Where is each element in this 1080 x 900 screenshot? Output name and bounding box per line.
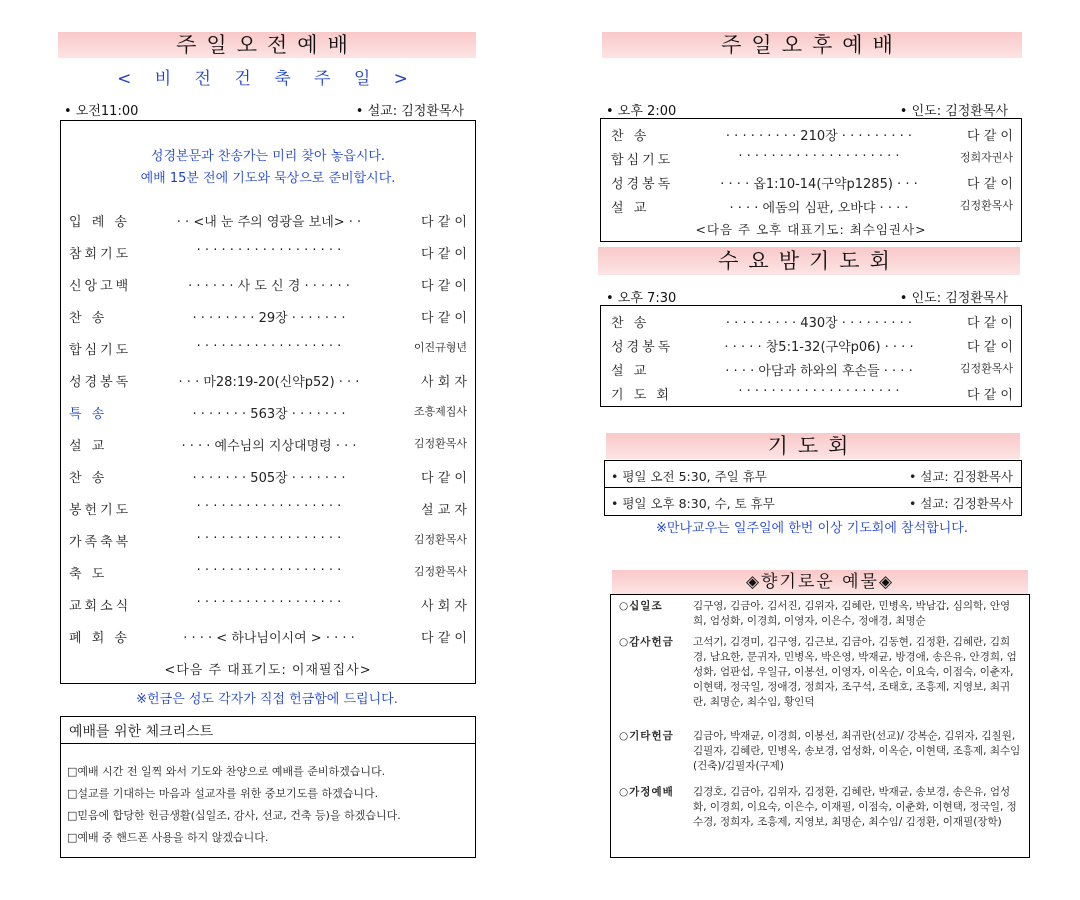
wednesday-time: • 오후 7:30	[606, 291, 677, 306]
row-leader: 김정환목사	[413, 565, 467, 578]
prayer-meeting-box	[604, 460, 1022, 516]
row-content: · · · · · 창5:1-32(구약p06) · · · ·	[724, 340, 914, 355]
row-label: 합심기도	[611, 153, 674, 168]
row-label: 가족축복	[69, 535, 132, 550]
row-leader: 다 같 이	[421, 279, 467, 294]
prayer-notice: ※만나교우는 일주일에 한번 이상 기도회에 참석합니다.	[656, 521, 968, 536]
row-content: · · · · · · · · · · · · · · · · · ·	[196, 243, 342, 258]
row-leader: 정희자권사	[959, 151, 1013, 164]
row-label: 입 례 송	[69, 215, 130, 230]
wednesday-info	[606, 287, 1008, 305]
order-row	[61, 275, 475, 295]
checklist-item: □설교를 기대하는 마음과 설교자를 위한 중보기도를 하겠습니다.	[67, 787, 379, 800]
order-row-special	[61, 403, 475, 423]
row-label: 찬 송	[611, 316, 650, 331]
row-label: 설 교	[611, 201, 650, 216]
row-leader: 다 같 이	[967, 177, 1013, 192]
afternoon-next-leader: <다음 주 오후 대표기도: 최수임권사>	[695, 222, 927, 237]
order-row	[61, 595, 475, 615]
row-leader: 김정환목사	[413, 533, 467, 546]
row-leader: 다 같 이	[421, 631, 467, 646]
row-label: 참회기도	[69, 247, 132, 262]
row-content: · · · · · · · · · · · · · · · · · ·	[196, 563, 342, 578]
row-leader: 설 교 자	[421, 503, 467, 518]
row-leader: 사 회 자	[421, 375, 467, 390]
row-label: 합심기도	[69, 343, 132, 358]
row-content: · · <내 눈 주의 영광을 보네> · ·	[176, 215, 362, 230]
row-leader: 다 같 이	[967, 388, 1013, 403]
offering-category: ○가정예배	[619, 786, 674, 798]
order-row	[601, 173, 1021, 191]
offering-category: ○감사헌금	[619, 636, 674, 648]
morning-time: • 오전11:00	[64, 104, 139, 119]
row-label: 신앙고백	[69, 279, 132, 294]
order-row	[61, 307, 475, 327]
offerings-box	[610, 594, 1030, 858]
row-label: 성경봉독	[611, 177, 674, 192]
row-leader: 김정환목사	[959, 362, 1013, 375]
row-leader: 다 같 이	[967, 129, 1013, 144]
wednesday-service-title: 수요밤기도회	[598, 247, 1020, 275]
afternoon-service-title: 주일오후예배	[602, 32, 1022, 58]
row-content: · · · · 옵1:10-14(구약p1285) · · ·	[720, 177, 918, 192]
checklist-box	[60, 716, 476, 858]
order-row	[61, 531, 475, 551]
offering-names: 김구영, 김금아, 김서진, 김위자, 김혜란, 민병옥, 박남갑, 심의학, 안영희, 엄성화, 이경희, 이영자, 이은수, 정애경, 최명순	[693, 600, 1011, 627]
row-content: · · · · 아담과 하와의 후손들 · · · ·	[725, 364, 913, 379]
offering-names: 김경호, 김금아, 김위자, 김정환, 김혜란, 박재균, 송보경, 송은유, 엄성화, 이경희, 이요숙, 이은수, 이재필, 이점숙, 이춘화, 이현택, 정국일, 정수경, 정희자, 조흥제, 지영보, 최명순, 최수임/ 김정환, 이재필(장학)	[693, 786, 1017, 828]
row-leader: 사 회 자	[421, 599, 467, 614]
order-row	[61, 371, 475, 391]
order-row	[61, 563, 475, 583]
morning-service-title: 주일오전예배	[58, 32, 476, 58]
order-row	[601, 360, 1021, 378]
wednesday-order-box	[600, 305, 1022, 407]
row-label: 찬 송	[69, 311, 108, 326]
row-label: 교회소식	[69, 599, 132, 614]
row-label: 특 송	[69, 407, 108, 422]
order-row	[601, 312, 1021, 330]
order-row	[61, 243, 475, 263]
row-label: 봉헌기도	[69, 503, 132, 518]
wednesday-leader: • 인도: 김정환목사	[899, 291, 1008, 306]
order-row	[601, 384, 1021, 402]
checklist-item: □예배 시간 전 일찍 와서 기도와 찬양으로 예배를 준비하겠습니다.	[67, 765, 386, 778]
row-content: · · · · · · · · · 210장 · · · · · · · · ·	[725, 129, 913, 144]
checklist-divider	[61, 743, 475, 744]
row-leader: 김정환목사	[959, 199, 1013, 212]
row-content: · · · 마28:19-20(신약p52) · · ·	[178, 375, 360, 390]
order-row	[601, 125, 1021, 143]
offering-notice: ※헌금은 성도 각자가 직접 헌금함에 드립니다.	[136, 692, 398, 707]
order-row	[61, 627, 475, 647]
row-leader: 다 같 이	[421, 311, 467, 326]
afternoon-time: • 오후 2:00	[606, 104, 677, 119]
order-row	[601, 336, 1021, 354]
row-label: 성경봉독	[611, 340, 674, 355]
row-content: · · · · · · · 563장 · · · · · · ·	[192, 407, 346, 422]
order-row	[61, 435, 475, 455]
row-label: 찬 송	[611, 129, 650, 144]
row-leader: 다 같 이	[967, 316, 1013, 331]
offering-category: ○기타헌금	[619, 730, 674, 742]
row-label: 설 교	[69, 439, 108, 454]
offerings-title: ◈향기로운 예물◈	[612, 570, 1028, 594]
order-row	[61, 499, 475, 519]
row-content: · · · · < 하나님이시여 > · · · ·	[183, 631, 355, 646]
row-content: · · · · 에돔의 심판, 오바댜 · · · ·	[729, 201, 909, 216]
morning-order-box	[60, 120, 476, 684]
afternoon-info	[606, 100, 1008, 118]
order-row	[61, 467, 475, 487]
order-row	[61, 339, 475, 359]
morning-preacher: • 설교: 김정환목사	[355, 104, 464, 119]
row-label: 폐 회 송	[69, 631, 130, 646]
row-content: · · · · 예수님의 지상대명령 · · ·	[181, 439, 357, 454]
offering-category: ○십일조	[619, 600, 663, 612]
prayer-meeting-title: 기도회	[606, 433, 1020, 459]
order-row	[601, 197, 1021, 215]
next-week-leader: <다음 주 대표기도: 이재필집사>	[164, 663, 372, 678]
row-label: 기 도 회	[611, 388, 672, 403]
prayer-divider	[605, 487, 1021, 488]
checklist-item: □예배 중 핸드폰 사용을 하지 않겠습니다.	[67, 831, 269, 844]
morning-info	[64, 100, 464, 118]
row-label: 설 교	[611, 364, 650, 379]
row-content: · · · · · · · · · 430장 · · · · · · · · ·	[725, 316, 913, 331]
row-leader: 김정환목사	[413, 437, 467, 450]
order-row	[601, 149, 1021, 167]
row-leader: 다 같 이	[967, 340, 1013, 355]
row-leader: 이진규형년	[413, 341, 467, 354]
checklist-item: □믿음에 합당한 헌금생활(십일조, 감사, 선교, 건축 등)을 하겠습니다.	[67, 809, 401, 822]
prayer-morning-preacher: • 설교: 김정환목사	[908, 469, 1013, 484]
notice-line-2: 예배 15분 전에 기도와 묵상으로 준비합시다.	[140, 171, 396, 186]
afternoon-leader: • 인도: 김정환목사	[899, 104, 1008, 119]
row-content: · · · · · · · · · · · · · · · · · ·	[196, 595, 342, 610]
notice-line-1: 성경본문과 찬송가는 미리 찾아 놓읍시다.	[150, 149, 386, 164]
prayer-morning: • 평일 오전 5:30, 주일 휴무	[611, 469, 767, 484]
prayer-evening-preacher: • 설교: 김정환목사	[908, 496, 1013, 511]
row-label: 성경봉독	[69, 375, 132, 390]
order-row	[61, 211, 475, 231]
row-content: · · · · · · · · · · · · · · · · · ·	[196, 339, 342, 354]
row-content: · · · · · · · · · · · · · · · · · · · ·	[738, 384, 900, 399]
afternoon-order-box	[600, 118, 1022, 242]
row-content: · · · · · · · · · · · · · · · · · ·	[196, 499, 342, 514]
row-content: · · · · · · 사 도 신 경 · · · · · ·	[188, 279, 350, 294]
row-content: · · · · · · · · · · · · · · · · · ·	[196, 531, 342, 546]
row-label: 찬 송	[69, 471, 108, 486]
row-leader: 조흥제집사	[413, 405, 467, 418]
offering-names: 김금아, 박재균, 이경희, 이봉선, 최귀란(선교)/ 강복순, 김위자, 김칠원, 김필자, 김혜란, 민병옥, 송보경, 엄성화, 이옥순, 이현택, 조흥제, 최수임(건축)/김필자(구제)	[693, 730, 1021, 772]
prayer-evening: • 평일 오후 8:30, 수, 토 휴무	[611, 496, 775, 511]
row-content: · · · · · · · 505장 · · · · · · ·	[192, 471, 346, 486]
row-label: 축 도	[69, 567, 108, 582]
row-content: · · · · · · · · 29장 · · · · · · ·	[192, 311, 346, 326]
offering-names: 고석기, 김경미, 김구영, 김근보, 김금아, 김동현, 김정환, 김혜란, 김희경, 남요한, 문귀자, 민병옥, 박은영, 박재균, 방경애, 송은유, 안경희, 엄성화, 엄판섭, 우일규, 이봉선, 이영자, 이옥순, 이요숙, 이점숙, 이춘자, 이현택, 정국일, 정애경, 정희자, 조구석, 조태호, 조흥제, 지영보, 최귀란, 최명순, 최수임, 황인덕	[693, 636, 1017, 708]
row-leader: 다 같 이	[421, 471, 467, 486]
morning-subtitle: < 비 전 건 축 주 일 >	[117, 69, 417, 89]
row-content: · · · · · · · · · · · · · · · · · · · ·	[738, 149, 900, 164]
row-leader: 다 같 이	[421, 247, 467, 262]
checklist-title: 예배를 위한 체크리스트	[69, 724, 214, 740]
row-leader: 다 같 이	[421, 215, 467, 230]
